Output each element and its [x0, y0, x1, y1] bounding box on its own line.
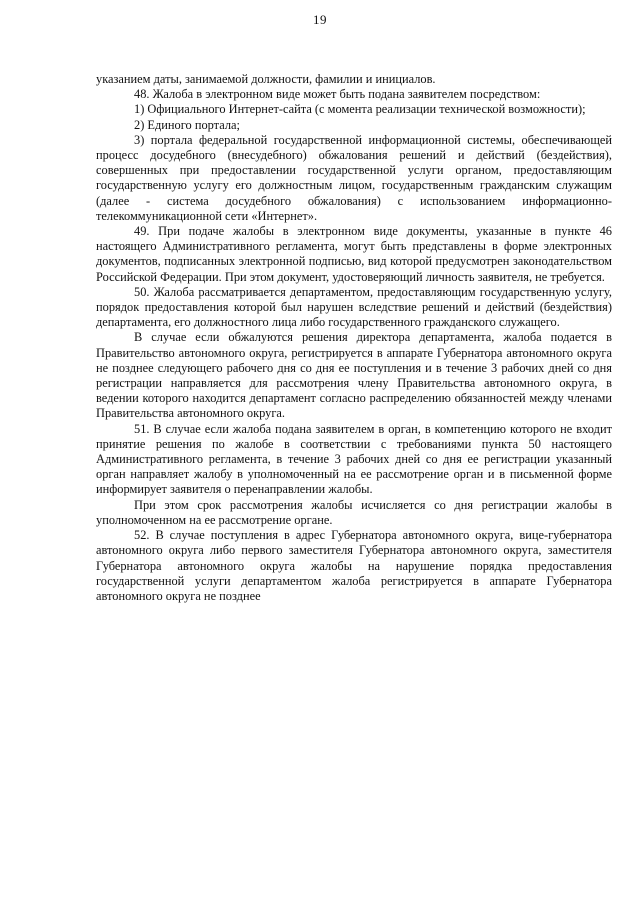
document-body [96, 72, 612, 604]
list-item-3: 3) портала федеральной государственной информационной системы, обеспечивающей процесс досудебного (внесудебного) обжалования решений и действий (бездействия), совершенных при предоставлении государственной услуги органом, предоставляющим государственную услугу его должностным лицом, государственным гражданским служащим (далее - система досудебного обжалования) с использованием информационно-телекоммуникационной сети «Интернет». [96, 132, 612, 223]
paragraph-49: 49. При подаче жалобы в электронном виде документы, указанные в пункте 46 настоящего Административного регламента, могут быть представлены в форме электронных документов, подписанных электронной подписью, вид которой предусмотрен законодательством Российской Федерации. При этом документ, удостоверяющий личность заявителя, не требуется. [96, 224, 612, 284]
paragraph-48: 48. Жалоба в электронном виде может быть подана заявителем посредством: [134, 87, 541, 102]
paragraph-51-continued: При этом срок рассмотрения жалобы исчисляется со дня регистрации жалобы в уполномоченном на ее рассмотрение органе. [96, 497, 612, 527]
paragraph-50-continued: В случае если обжалуются решения директора департамента, жалоба подается в Правительство автономного округа, регистрируется в аппарате Губернатора автономного округа не позднее следующего рабочего дня со дня ее поступления и в течение 3 рабочих дней со дня регистрации направляется для рассмотрения члену Правительства автономного округа, в ведении которого находится департамент согласно распределению обязанностей между членами Правительства автономного округа. [96, 330, 612, 421]
page-number: 19 [313, 12, 327, 27]
paragraph-50: 50. Жалоба рассматривается департаментом, предоставляющим государственную услугу, порядок предоставления которой был нарушен вследствие решений и действий (бездействия) департамента, его должностного лица либо государственного гражданского служащего. [96, 284, 612, 330]
paragraph-continuation: указанием даты, занимаемой должности, фамилии и инициалов. [96, 72, 436, 86]
list-item-1: 1) Официального Интернет-сайта (с момента реализации технической возможности); [134, 102, 586, 117]
paragraph-51: 51. В случае если жалоба подана заявителем в орган, в компетенцию которого не входит принятие решения по жалобе в соответствии с требованиями пункта 50 настоящего Административного регламента, в течение 3 рабочих дней со дня ее регистрации указанный орган направляет жалобу в уполномоченный на ее рассмотрение орган и в письменной форме информирует заявителя о перенаправлении жалобы. [96, 421, 612, 497]
paragraph-52: 52. В случае поступления в адрес Губернатора автономного округа, вице-губернатора автономного округа либо первого заместителя Губернатора автономного округа, заместителя Губернатора автономного округа жалобы на нарушение порядка предоставления государственной услуги департаментом жалоба регистрируется в аппарате Губернатора автономного округа не позднее [96, 528, 612, 603]
list-item-2: 2) Единого портала; [134, 117, 240, 132]
